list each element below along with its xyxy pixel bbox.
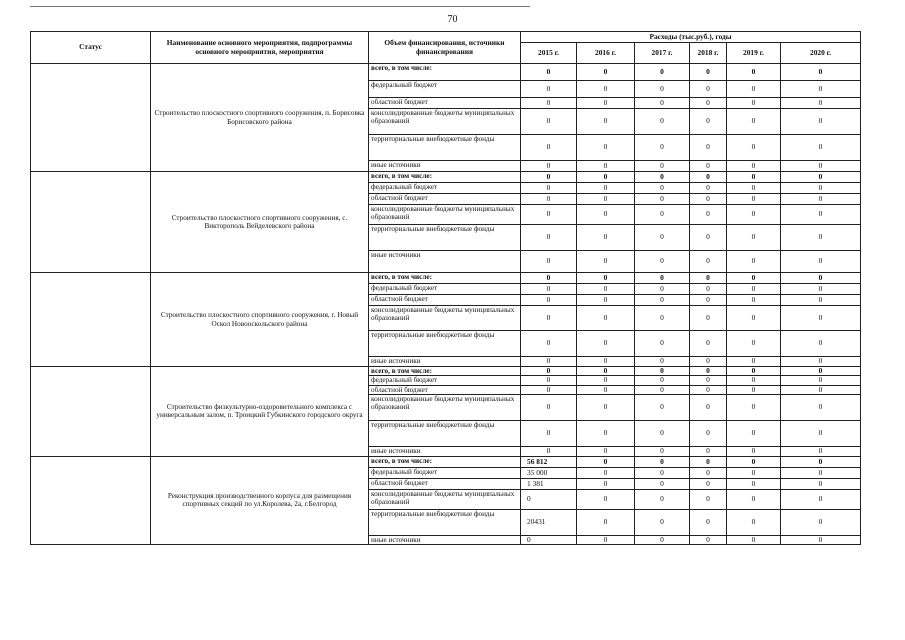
amount-cell: 0 [577,295,635,306]
funding-source: консолидированные бюджеты муниципальных образований [369,109,521,135]
funding-source: всего, в том числе: [369,273,521,284]
amount-cell: 0 [635,420,690,446]
amount-cell: 0 [635,331,690,357]
funding-source: консолидированные бюджеты муниципальных образований [369,394,521,420]
amount-cell: 0 [635,284,690,295]
page-number: 70 [447,14,458,25]
table-row [31,273,861,284]
amount-cell: 0 [521,331,577,357]
header-year: 2015 г. [521,43,577,64]
amount-cell: 0 [577,509,635,535]
amount-cell: 0 [521,98,577,109]
amount-cell: 0 [635,194,690,205]
amount-cell: 0 [727,478,781,489]
amount-cell: 0 [577,284,635,295]
amount-cell: 0 [781,467,861,478]
amount-cell: 0 [690,446,727,456]
amount-cell: 35 000 [521,467,577,478]
amount-cell: 0 [635,81,690,98]
amount-cell: 0 [727,109,781,135]
funding-source: всего, в том числе: [369,456,521,467]
amount-cell: 0 [577,98,635,109]
amount-cell: 0 [577,385,635,394]
amount-cell: 0 [635,251,690,273]
amount-cell: 0 [690,535,727,544]
amount-cell: 0 [690,367,727,376]
amount-cell: 0 [577,225,635,251]
header-year: 2020 г. [781,43,861,64]
funding-source: федеральный бюджет [369,81,521,98]
amount-cell: 0 [521,225,577,251]
budget-table-body [31,64,861,545]
amount-cell: 0 [690,205,727,225]
amount-cell: 0 [727,331,781,357]
table-row [31,367,861,376]
header-year: 2019 г. [727,43,781,64]
amount-cell: 0 [690,456,727,467]
amount-cell: 0 [521,273,577,284]
amount-cell: 0 [635,64,690,81]
amount-cell: 0 [521,394,577,420]
header-year: 2018 г. [690,43,727,64]
amount-cell: 0 [521,135,577,161]
amount-cell: 0 [727,489,781,509]
amount-cell: 0 [727,225,781,251]
funding-source: консолидированные бюджеты муниципальных образований [369,205,521,225]
amount-cell: 0 [781,284,861,295]
amount-cell: 0 [635,183,690,194]
amount-cell: 0 [577,376,635,385]
amount-cell: 0 [727,161,781,172]
amount-cell: 0 [690,284,727,295]
amount-cell: 0 [727,306,781,331]
amount-cell: 0 [635,385,690,394]
amount-cell: 0 [727,284,781,295]
amount-cell: 0 [577,446,635,456]
amount-cell: 0 [577,394,635,420]
header-year: 2016 г. [577,43,635,64]
funding-source: консолидированные бюджеты муниципальных образований [369,306,521,331]
amount-cell: 0 [635,172,690,183]
amount-cell: 0 [521,420,577,446]
funding-source: всего, в том числе: [369,172,521,183]
amount-cell: 0 [521,251,577,273]
amount-cell: 0 [727,535,781,544]
amount-cell: 0 [577,205,635,225]
amount-cell: 0 [781,64,861,81]
header-name: Наименование основного мероприятия, подпрограммы основного мероприятия, мероприятия [151,32,369,64]
amount-cell: 0 [635,225,690,251]
amount-cell: 0 [577,109,635,135]
amount-cell: 0 [690,251,727,273]
amount-cell: 0 [690,273,727,284]
amount-cell: 0 [577,357,635,367]
amount-cell: 0 [727,467,781,478]
amount-cell: 0 [521,205,577,225]
amount-cell: 0 [635,135,690,161]
amount-cell: 0 [521,161,577,172]
amount-cell: 0 [577,251,635,273]
amount-cell: 56 812 [521,456,577,467]
amount-cell: 0 [521,357,577,367]
amount-cell: 0 [690,420,727,446]
activity-name: Реконструкция производственного корпуса для размещения спортивных секций по ул.Королева, 2а, г.Белгород [151,456,369,544]
amount-cell: 0 [727,376,781,385]
amount-cell: 0 [577,183,635,194]
amount-cell: 0 [690,225,727,251]
amount-cell: 0 [635,161,690,172]
funding-source: иные источники [369,357,521,367]
amount-cell: 0 [577,172,635,183]
amount-cell: 0 [727,251,781,273]
activity-name: Строительство физкультурно-оздоровительного комплекса с универсальным залом, п. Троицкий Губкинского городского округа [151,367,369,457]
amount-cell: 0 [577,456,635,467]
amount-cell: 0 [781,251,861,273]
amount-cell: 0 [521,385,577,394]
amount-cell: 0 [521,183,577,194]
activity-name: Строительство плоскостного спортивного сооружения, п. Борисовка Борисовского района [151,64,369,172]
amount-cell: 0 [635,446,690,456]
amount-cell: 0 [635,456,690,467]
amount-cell: 0 [577,489,635,509]
amount-cell: 0 [727,98,781,109]
amount-cell: 0 [781,376,861,385]
amount-cell: 0 [690,306,727,331]
amount-cell: 0 [577,467,635,478]
amount-cell: 0 [781,489,861,509]
funding-source: иные источники [369,251,521,273]
amount-cell: 0 [577,478,635,489]
status-cell [31,273,151,367]
amount-cell: 0 [690,376,727,385]
amount-cell: 0 [727,357,781,367]
amount-cell: 0 [635,376,690,385]
amount-cell: 0 [690,295,727,306]
amount-cell: 0 [727,273,781,284]
amount-cell: 0 [781,183,861,194]
funding-source: территориальные внебюджетные фонды [369,420,521,446]
amount-cell: 0 [727,456,781,467]
amount-cell: 0 [727,295,781,306]
amount-cell: 0 [781,194,861,205]
funding-source: областной бюджет [369,385,521,394]
amount-cell: 0 [727,394,781,420]
header-year: 2017 г. [635,43,690,64]
amount-cell: 0 [690,183,727,194]
amount-cell: 0 [577,331,635,357]
amount-cell: 0 [781,509,861,535]
amount-cell: 0 [635,357,690,367]
amount-cell: 0 [781,385,861,394]
amount-cell: 0 [577,135,635,161]
amount-cell: 0 [727,446,781,456]
amount-cell: 0 [635,489,690,509]
table-row [31,456,861,467]
amount-cell: 0 [521,306,577,331]
amount-cell: 0 [781,367,861,376]
amount-cell: 0 [635,367,690,376]
amount-cell: 0 [577,64,635,81]
funding-source: областной бюджет [369,194,521,205]
amount-cell: 0 [727,385,781,394]
funding-source: консолидированные бюджеты муниципальных образований [369,489,521,509]
amount-cell: 0 [690,64,727,81]
funding-source: федеральный бюджет [369,183,521,194]
amount-cell: 0 [727,135,781,161]
amount-cell: 0 [521,284,577,295]
amount-cell: 0 [781,225,861,251]
amount-cell: 0 [521,81,577,98]
amount-cell: 0 [635,205,690,225]
amount-cell: 0 [635,306,690,331]
amount-cell: 0 [635,98,690,109]
amount-cell: 0 [577,420,635,446]
funding-source: территориальные внебюджетные фонды [369,225,521,251]
funding-source: иные источники [369,535,521,544]
status-cell [31,367,151,457]
amount-cell: 0 [690,161,727,172]
amount-cell: 0 [781,295,861,306]
amount-cell: 0 [635,467,690,478]
header-status: Статус [31,32,151,64]
amount-cell: 1 381 [521,478,577,489]
amount-cell: 0 [635,109,690,135]
amount-cell: 0 [690,478,727,489]
amount-cell: 0 [521,109,577,135]
table-row [31,64,861,81]
amount-cell: 0 [690,467,727,478]
amount-cell: 0 [781,331,861,357]
amount-cell: 0 [727,172,781,183]
amount-cell: 0 [635,295,690,306]
amount-cell: 0 [727,367,781,376]
amount-cell: 0 [781,205,861,225]
amount-cell: 0 [635,535,690,544]
amount-cell: 0 [690,98,727,109]
amount-cell: 0 [781,535,861,544]
amount-cell: 0 [577,306,635,331]
amount-cell: 0 [690,172,727,183]
amount-cell: 0 [690,135,727,161]
amount-cell: 0 [635,273,690,284]
amount-cell: 0 [635,394,690,420]
top-rule [30,6,530,7]
amount-cell: 0 [521,64,577,81]
activity-name: Строительство плоскостного спортивного сооружения, с. Викторополь Вейделевского района [151,172,369,273]
header-funding: Объем финансирования, источники финансирования [369,32,521,64]
funding-source: областной бюджет [369,478,521,489]
amount-cell: 0 [690,331,727,357]
amount-cell: 0 [727,194,781,205]
amount-cell: 0 [577,367,635,376]
funding-source: всего, в том числе: [369,64,521,81]
amount-cell: 0 [781,420,861,446]
amount-cell: 0 [577,161,635,172]
amount-cell: 0 [521,535,577,544]
amount-cell: 0 [781,172,861,183]
amount-cell: 0 [781,446,861,456]
status-cell [31,172,151,273]
amount-cell: 0 [577,273,635,284]
amount-cell: 0 [727,509,781,535]
amount-cell: 0 [781,161,861,172]
amount-cell: 0 [781,109,861,135]
amount-cell: 0 [521,194,577,205]
budget-table [30,31,861,545]
funding-source: территориальные внебюджетные фонды [369,135,521,161]
amount-cell: 0 [781,306,861,331]
activity-name: Строительство плоскостного спортивного сооружения, г. Новый Оскол Новооскольского района [151,273,369,367]
amount-cell: 0 [635,509,690,535]
funding-source: территориальные внебюджетные фонды [369,331,521,357]
amount-cell: 0 [690,489,727,509]
amount-cell: 0 [727,64,781,81]
amount-cell: 0 [521,446,577,456]
funding-source: иные источники [369,446,521,456]
amount-cell: 0 [781,135,861,161]
amount-cell: 20431 [521,509,577,535]
amount-cell: 0 [781,273,861,284]
amount-cell: 0 [635,478,690,489]
header-expenses: Расходы (тыс.руб.), годы [521,32,861,43]
amount-cell: 0 [781,98,861,109]
amount-cell: 0 [781,394,861,420]
funding-source: областной бюджет [369,295,521,306]
amount-cell: 0 [521,376,577,385]
amount-cell: 0 [521,295,577,306]
amount-cell: 0 [781,478,861,489]
amount-cell: 0 [577,535,635,544]
amount-cell: 0 [690,109,727,135]
amount-cell: 0 [521,489,577,509]
amount-cell: 0 [521,367,577,376]
funding-source: областной бюджет [369,98,521,109]
amount-cell: 0 [690,357,727,367]
amount-cell: 0 [781,81,861,98]
funding-source: федеральный бюджет [369,467,521,478]
amount-cell: 0 [690,509,727,535]
amount-cell: 0 [727,205,781,225]
table-row [31,172,861,183]
amount-cell: 0 [690,81,727,98]
amount-cell: 0 [727,420,781,446]
funding-source: иные источники [369,161,521,172]
amount-cell: 0 [781,456,861,467]
amount-cell: 0 [577,81,635,98]
amount-cell: 0 [577,194,635,205]
funding-source: территориальные внебюджетные фонды [369,509,521,535]
amount-cell: 0 [690,394,727,420]
amount-cell: 0 [781,357,861,367]
amount-cell: 0 [690,194,727,205]
funding-source: всего, в том числе: [369,367,521,376]
status-cell [31,64,151,172]
funding-source: федеральный бюджет [369,376,521,385]
amount-cell: 0 [727,81,781,98]
amount-cell: 0 [521,172,577,183]
amount-cell: 0 [690,385,727,394]
funding-source: федеральный бюджет [369,284,521,295]
status-cell [31,456,151,544]
amount-cell: 0 [727,183,781,194]
